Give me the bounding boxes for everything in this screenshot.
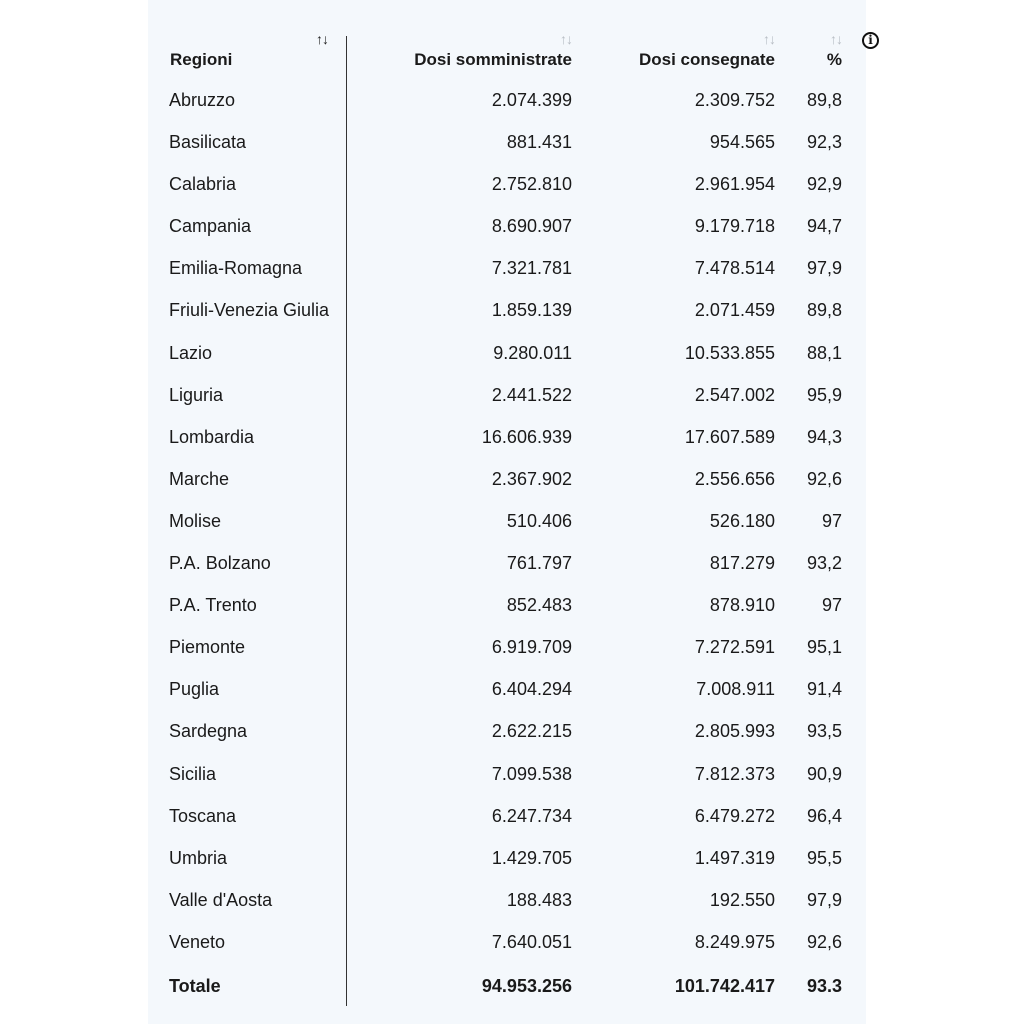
- cell-regione: Sicilia: [169, 763, 217, 784]
- cell-percent: 89,8: [806, 300, 842, 321]
- cell-percent: 97,9: [806, 889, 842, 910]
- header-dosi-somministrate[interactable]: [348, 0, 572, 80]
- cell-regione: P.A. Trento: [169, 595, 257, 616]
- cell-dosi-somministrate: 7.099.538: [491, 763, 572, 784]
- cell-percent: 96,4: [806, 805, 842, 826]
- header-dosi-consegnate[interactable]: [578, 0, 775, 80]
- cell-regione: Puglia: [169, 679, 220, 700]
- table-row: [148, 838, 866, 880]
- sort-icon[interactable]: ↑↓: [560, 31, 572, 47]
- cell-percent: 97: [821, 510, 842, 531]
- cell-regione: Lombardia: [169, 426, 255, 447]
- cell-dosi-somministrate: 8.690.907: [491, 216, 572, 237]
- cell-dosi-somministrate: 1.859.139: [491, 300, 572, 321]
- cell-percent: 93.3: [806, 975, 842, 996]
- table-total-row: [148, 964, 866, 1006]
- table-body: [148, 80, 866, 1006]
- cell-dosi-somministrate: 188.483: [506, 889, 572, 910]
- cell-dosi-consegnate: 192.550: [709, 889, 775, 910]
- cell-dosi-somministrate: 2.367.902: [491, 468, 572, 489]
- cell-dosi-consegnate: 2.556.656: [694, 468, 775, 489]
- cell-dosi-somministrate: 6.404.294: [491, 679, 572, 700]
- cell-dosi-somministrate: 761.797: [506, 553, 572, 574]
- cell-dosi-somministrate: 2.074.399: [491, 90, 572, 110]
- sort-icon[interactable]: ↑↓: [316, 31, 328, 47]
- table-row: [148, 669, 866, 711]
- table-row: [148, 290, 866, 332]
- regions-table: [148, 0, 873, 1024]
- cell-dosi-somministrate: 852.483: [506, 595, 572, 616]
- table-row: [148, 880, 866, 922]
- cell-dosi-consegnate: 878.910: [709, 595, 775, 616]
- cell-dosi-consegnate: 2.547.002: [694, 384, 775, 405]
- cell-percent: 94,3: [806, 426, 842, 447]
- cell-dosi-consegnate: 9.179.718: [694, 216, 775, 237]
- cell-percent: 92,6: [806, 931, 842, 952]
- cell-dosi-consegnate: 17.607.589: [684, 426, 775, 447]
- cell-dosi-somministrate: 2.622.215: [491, 721, 572, 742]
- cell-dosi-consegnate: 1.497.319: [694, 847, 775, 868]
- cell-dosi-consegnate: 954.565: [709, 132, 775, 153]
- cell-dosi-somministrate: 6.247.734: [491, 805, 572, 826]
- cell-percent: 92,6: [806, 468, 842, 489]
- cell-percent: 94,7: [806, 216, 842, 237]
- cell-regione: Marche: [169, 468, 230, 489]
- table-row: [148, 627, 866, 669]
- cell-dosi-consegnate: 8.249.975: [694, 931, 775, 952]
- header-regioni-label: Regioni: [170, 50, 233, 69]
- cell-percent: 93,2: [806, 553, 842, 574]
- cell-percent: 91,4: [806, 679, 842, 700]
- cell-dosi-somministrate: 2.752.810: [491, 174, 572, 195]
- cell-dosi-consegnate: 526.180: [709, 510, 775, 531]
- cell-dosi-consegnate: 7.008.911: [696, 679, 775, 700]
- cell-dosi-consegnate: 7.478.514: [694, 258, 775, 279]
- cell-dosi-somministrate: 510.406: [506, 510, 572, 531]
- cell-percent: 92,3: [806, 132, 842, 153]
- cell-dosi-consegnate: 2.309.752: [694, 90, 775, 110]
- cell-regione: Campania: [169, 216, 252, 237]
- header-percent-label: %: [826, 50, 842, 69]
- info-icon[interactable]: i: [862, 32, 879, 49]
- cell-percent: 97,9: [806, 258, 842, 279]
- cell-percent: 95,9: [806, 384, 842, 405]
- table-row: [148, 543, 866, 585]
- cell-regione: Friuli-Venezia Giulia: [169, 300, 330, 321]
- cell-regione: Molise: [169, 510, 222, 531]
- cell-dosi-somministrate: 2.441.522: [491, 384, 572, 405]
- cell-regione: Liguria: [169, 384, 224, 405]
- cell-regione: Veneto: [169, 931, 226, 952]
- table-row: [148, 711, 866, 753]
- cell-regione: Toscana: [169, 805, 237, 826]
- cell-dosi-somministrate: 6.919.709: [491, 637, 572, 658]
- table-row: [148, 80, 866, 122]
- sort-icon[interactable]: ↑↓: [830, 31, 842, 47]
- cell-regione: Totale: [169, 975, 221, 996]
- cell-dosi-somministrate: 9.280.011: [493, 342, 572, 363]
- cell-dosi-consegnate: 817.279: [709, 553, 775, 574]
- cell-regione: Piemonte: [169, 637, 246, 658]
- table-row: [148, 501, 866, 543]
- table-row: [148, 164, 866, 206]
- cell-dosi-consegnate: 10.533.855: [684, 342, 775, 363]
- cell-regione: Emilia-Romagna: [169, 258, 303, 279]
- cell-dosi-consegnate: 6.479.272: [694, 805, 775, 826]
- cell-percent: 95,5: [806, 847, 842, 868]
- table-row: [148, 206, 866, 248]
- table-row: [148, 417, 866, 459]
- table-row: [148, 796, 866, 838]
- table-row: [148, 459, 866, 501]
- cell-percent: 95,1: [806, 637, 842, 658]
- header-percent[interactable]: [788, 0, 842, 80]
- cell-dosi-consegnate: 7.812.373: [694, 763, 775, 784]
- cell-regione: Basilicata: [169, 132, 247, 153]
- cell-dosi-consegnate: 2.961.954: [694, 174, 775, 195]
- cell-percent: 89,8: [806, 90, 842, 110]
- cell-dosi-consegnate: 2.071.459: [694, 300, 775, 321]
- table-row: [148, 248, 866, 290]
- cell-regione: P.A. Bolzano: [169, 553, 271, 574]
- vaccine-table-panel: [148, 0, 873, 1024]
- cell-percent: 90,9: [806, 763, 842, 784]
- cell-dosi-somministrate: 16.606.939: [481, 426, 572, 447]
- table-row: [148, 922, 866, 964]
- cell-dosi-somministrate: 7.321.781: [491, 258, 572, 279]
- cell-dosi-somministrate: 881.431: [506, 132, 572, 153]
- cell-regione: Calabria: [169, 174, 237, 195]
- header-consegnate-label: Dosi consegnate: [638, 50, 775, 69]
- table-row: [148, 333, 866, 375]
- cell-percent: 93,5: [806, 721, 842, 742]
- cell-dosi-consegnate: 101.742.417: [674, 975, 775, 996]
- table-row: [148, 754, 866, 796]
- header-somministrate-label: Dosi somministrate: [414, 50, 572, 69]
- table-row: [148, 585, 866, 627]
- table-row: [148, 122, 866, 164]
- table-row: [148, 375, 866, 417]
- header-regioni[interactable]: [170, 0, 340, 80]
- cell-dosi-somministrate: 7.640.051: [491, 931, 572, 952]
- cell-dosi-somministrate: 1.429.705: [491, 847, 572, 868]
- cell-dosi-consegnate: 2.805.993: [694, 721, 775, 742]
- cell-regione: Umbria: [169, 847, 228, 868]
- cell-dosi-somministrate: 94.953.256: [481, 975, 572, 996]
- cell-regione: Abruzzo: [169, 90, 236, 110]
- cell-percent: 97: [821, 595, 842, 616]
- sort-icon[interactable]: ↑↓: [763, 31, 775, 47]
- cell-regione: Valle d'Aosta: [169, 889, 273, 910]
- cell-dosi-consegnate: 7.272.591: [694, 637, 775, 658]
- cell-percent: 92,9: [806, 174, 842, 195]
- cell-regione: Sardegna: [169, 721, 248, 742]
- cell-regione: Lazio: [169, 342, 213, 363]
- cell-percent: 88,1: [806, 342, 842, 363]
